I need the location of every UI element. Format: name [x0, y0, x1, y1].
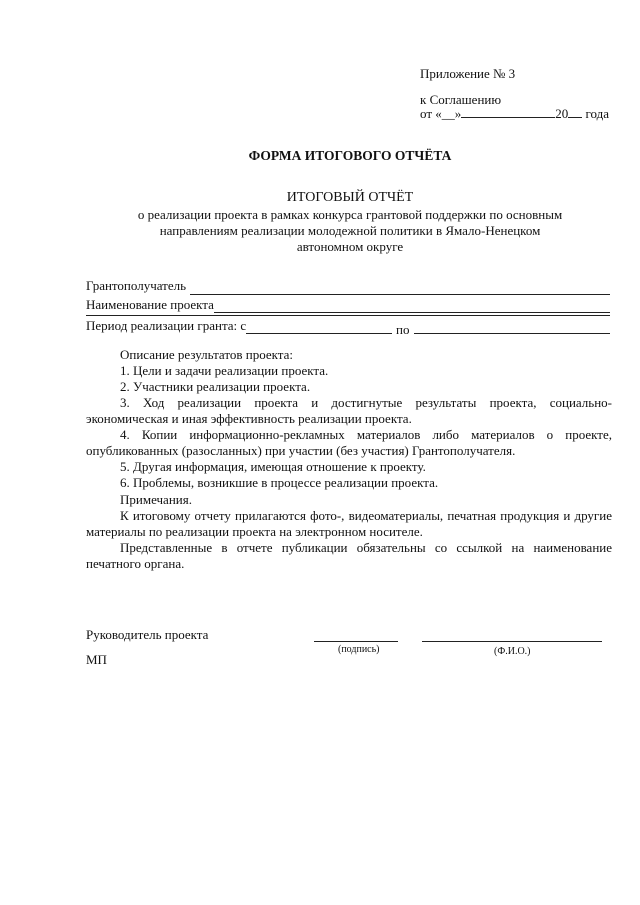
results-item: 4. Копии информационно-рекламных материалов либо материалов о проекте, опубликованных (разосланных) при участии (без участия) Грантополучателя. — [86, 427, 612, 458]
subtitle-line: автономном округе — [296, 239, 404, 254]
notes-item: Представленные в отчете публикации обязательны со ссылкой на наименование печатного органа. — [86, 540, 612, 571]
agreement-date-line — [420, 106, 609, 122]
subtitle-line: направлениям реализации молодежной политики в Ямало-Ненецком — [159, 223, 541, 238]
results-item: 3. Ход реализации проекта и достигнутые результаты проекта, социально-экономическая и иная эффективность реализации проекта. — [86, 395, 612, 426]
agreement-label: к Соглашению — [420, 92, 502, 107]
project-name-field[interactable] — [214, 312, 610, 313]
full-name-field[interactable] — [422, 641, 602, 642]
notes-heading: Примечания. — [120, 492, 192, 507]
stamp-label: МП — [86, 652, 107, 667]
appendix-label: Приложение № 3 — [420, 66, 516, 81]
results-item: 6. Проблемы, возникшие в процессе реализации проекта. — [120, 475, 439, 490]
project-head-label: Руководитель проекта — [86, 627, 209, 642]
period-to-field[interactable] — [414, 333, 610, 334]
notes-section — [86, 492, 612, 572]
full-name-caption: (Ф.И.О.) — [494, 646, 531, 657]
year-prefix: 20 — [555, 106, 569, 121]
results-item: 5. Другая информация, имеющая отношение к проекту. — [120, 459, 426, 474]
period-to-label: по — [396, 322, 410, 337]
report-title: ИТОГОВЫЙ ОТЧЁТ — [286, 190, 414, 205]
results-item: 2. Участники реализации проекта. — [120, 379, 311, 394]
year-suffix: года — [585, 106, 610, 121]
subtitle-line: о реализации проекта в рамках конкурса грантовой поддержки по основным — [137, 207, 563, 222]
results-item: 1. Цели и задачи реализации проекта. — [120, 363, 329, 378]
results-heading: Описание результатов проекта: — [120, 347, 293, 362]
project-name-label: Наименование проекта — [86, 297, 214, 312]
notes-item: К итоговому отчету прилагаются фото-, видеоматериалы, печатная продукция и другие материалы по реализации проекта на электронном носителе. — [86, 508, 612, 539]
signature-field[interactable] — [314, 641, 398, 642]
grantee-label: Грантополучатель — [86, 278, 187, 293]
period-from-field[interactable] — [246, 333, 392, 334]
form-title: ФОРМА ИТОГОВОГО ОТЧЁТА — [248, 148, 452, 163]
signature-caption: (подпись) — [338, 644, 380, 655]
date-prefix: от «__» — [420, 106, 462, 121]
project-name-field-extra[interactable] — [86, 315, 610, 316]
report-subtitle — [0, 207, 640, 255]
results-section — [86, 347, 612, 491]
period-from-label: Период реализации гранта: с — [86, 318, 247, 333]
grantee-field[interactable] — [190, 294, 610, 295]
